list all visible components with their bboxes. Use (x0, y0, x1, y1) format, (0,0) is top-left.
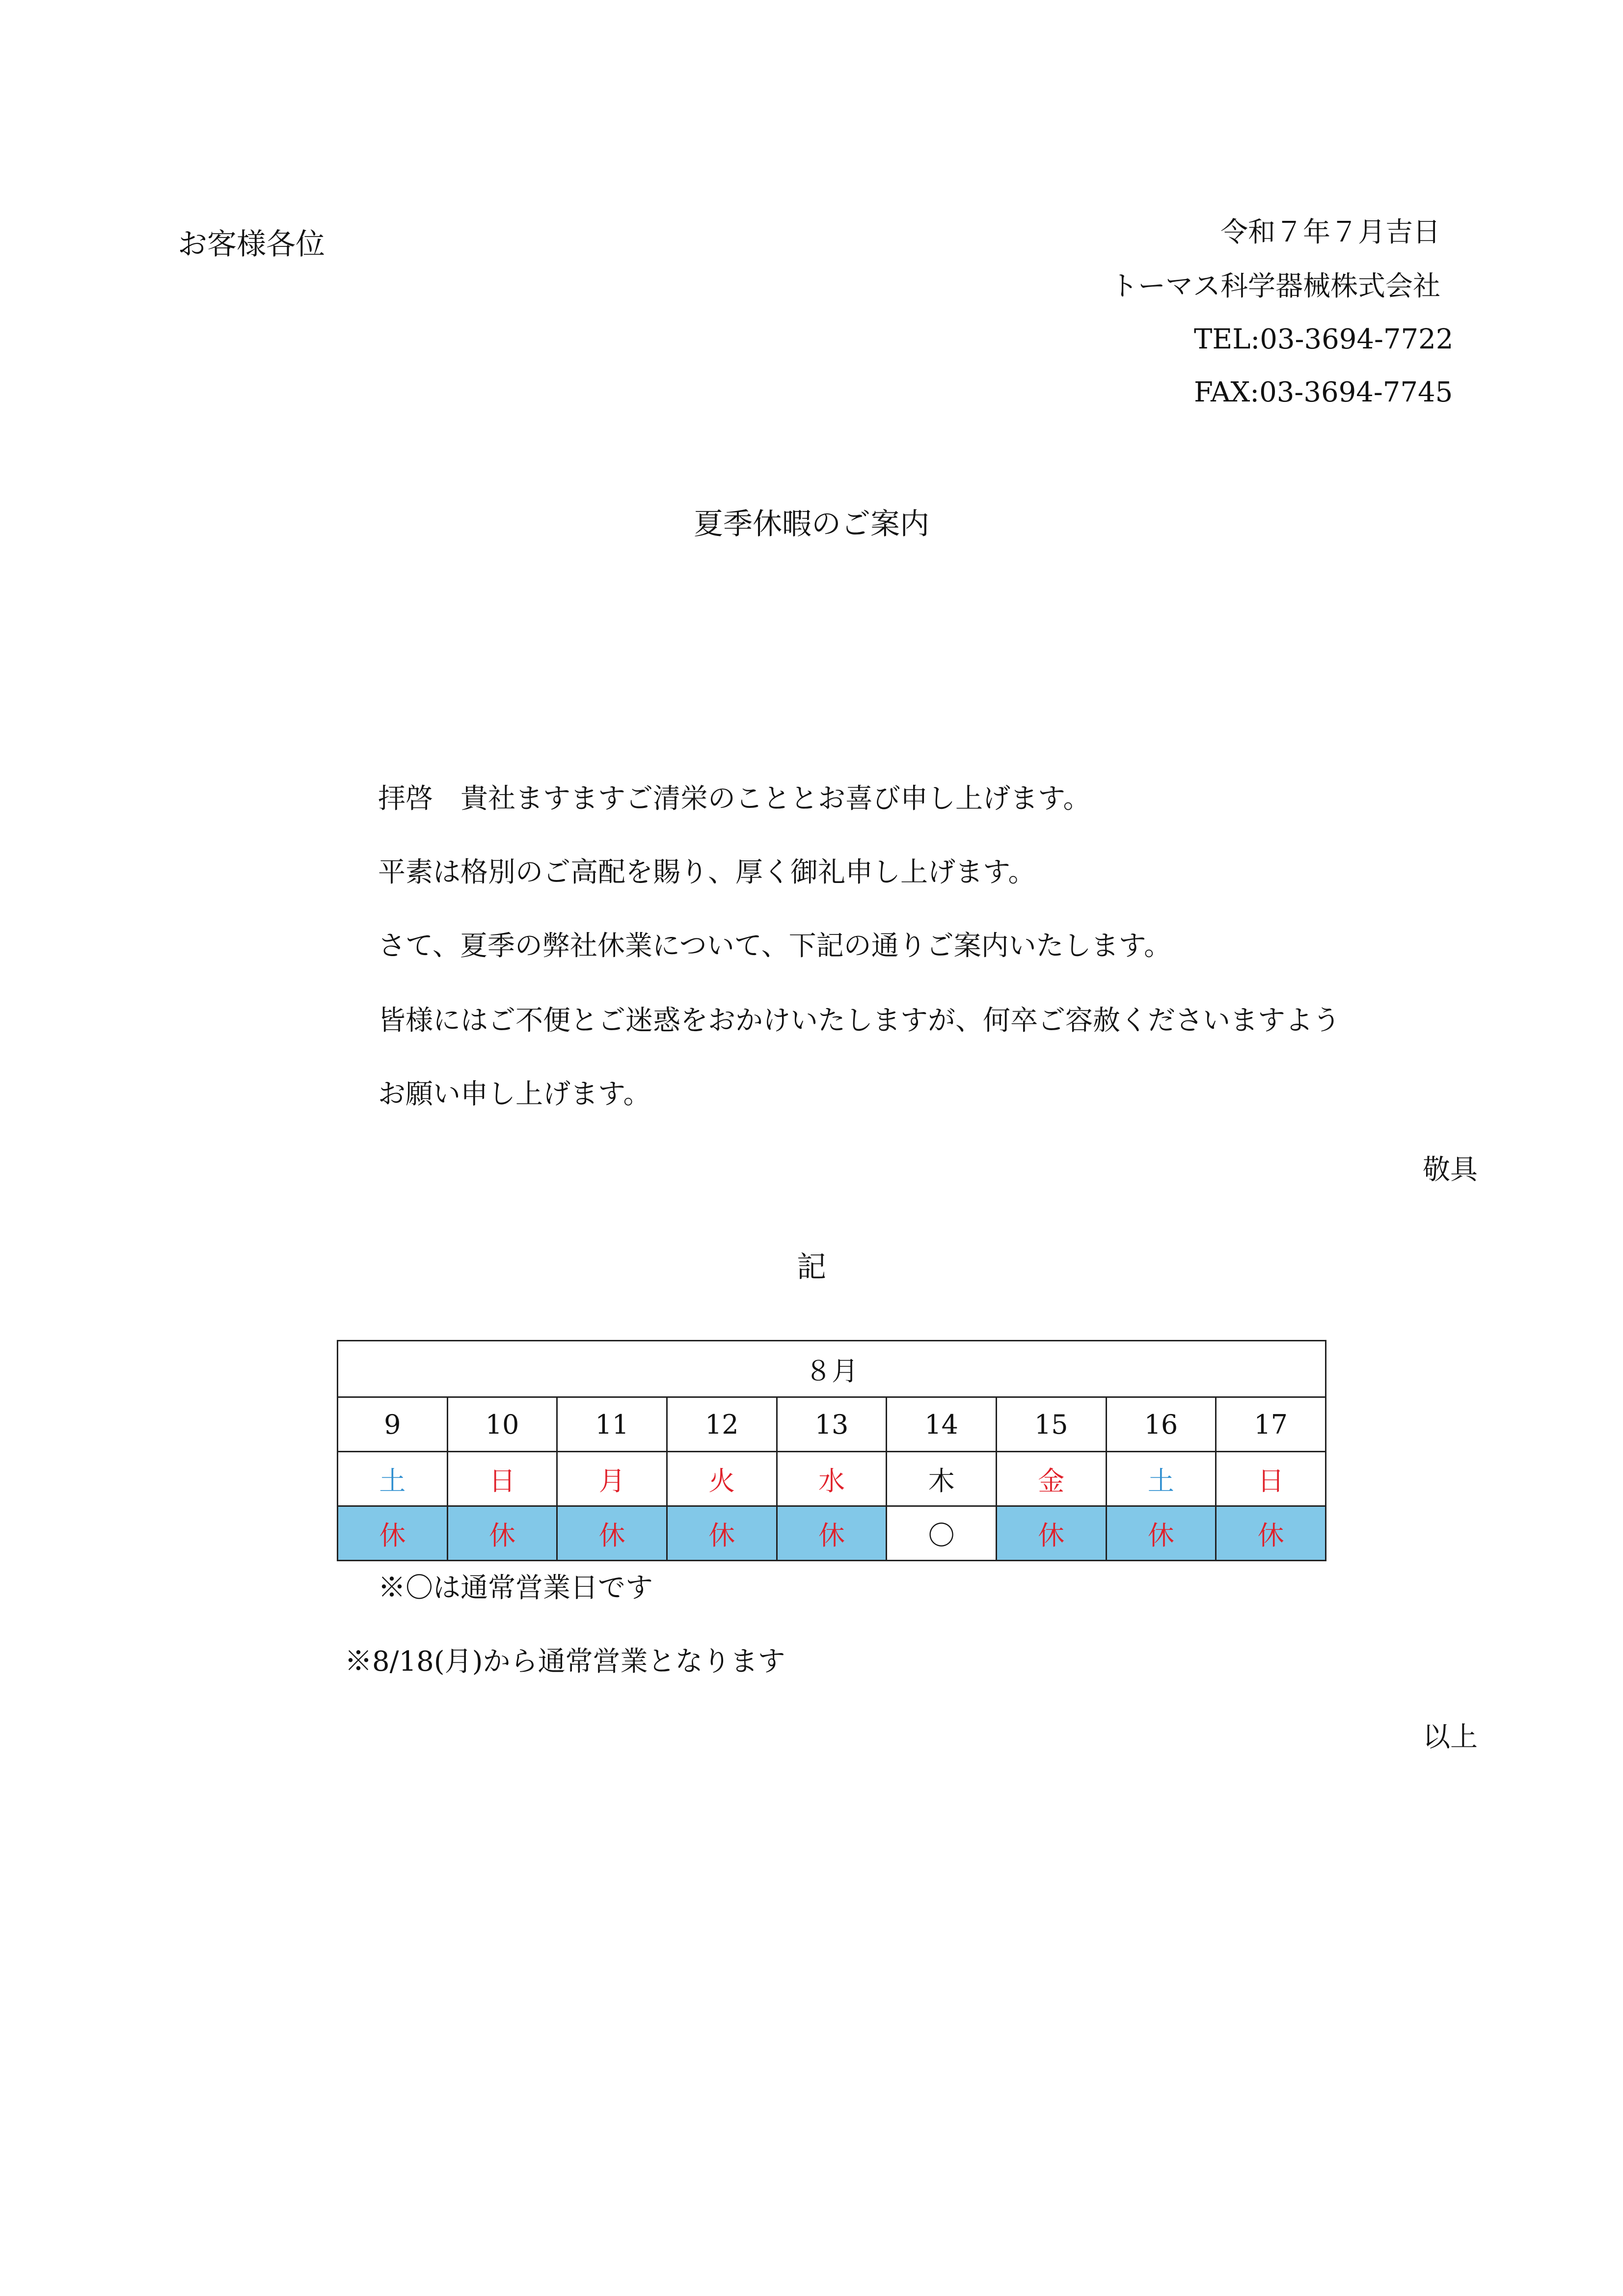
calendar-weekday-cell: 金 (996, 1452, 1106, 1506)
calendar-closed-cell: 休 (1216, 1506, 1326, 1561)
body-line: お願い申し上げます。 (378, 1078, 651, 1110)
calendar-closed-cell: 休 (996, 1506, 1106, 1561)
calendar-date-cell: 17 (1216, 1397, 1326, 1452)
calendar-date-cell: 13 (777, 1397, 887, 1452)
body-line: 拝啓 貴社ますますご清栄のこととお喜び申し上げます。 (378, 783, 1091, 815)
calendar-closed-cell: 休 (557, 1506, 667, 1561)
calendar-closed-cell: 休 (338, 1506, 448, 1561)
body-line: 平素は格別のご高配を賜り、厚く御礼申し上げます。 (378, 856, 1036, 888)
holiday-calendar (337, 1340, 1326, 1561)
calendar-weekday-cell: 日 (447, 1452, 557, 1506)
ki-heading: 記 (797, 1250, 826, 1284)
calendar-date-cell: 10 (447, 1397, 557, 1452)
calendar-weekday-cell: 月 (557, 1452, 667, 1506)
tel-number: TEL:03-3694-7722 (1194, 323, 1454, 355)
calendar-closed-cell: 休 (447, 1506, 557, 1561)
calendar-date-cell: 12 (667, 1397, 777, 1452)
calendar-date-cell: 11 (557, 1397, 667, 1452)
issue-date: 令和７年７月吉日 (1220, 216, 1440, 248)
addressee: お客様各位 (178, 227, 325, 262)
closing-keigu: 敬具 (1423, 1154, 1478, 1186)
calendar-weekdays-row (338, 1452, 1326, 1506)
calendar-dates-row (338, 1397, 1326, 1452)
calendar-date-cell: 16 (1106, 1397, 1216, 1452)
calendar-weekday-cell: 日 (1216, 1452, 1326, 1506)
calendar-weekday-cell: 土 (1106, 1452, 1216, 1506)
calendar-date-cell: 9 (338, 1397, 448, 1452)
fax-number: FAX:03-3694-7745 (1194, 376, 1453, 408)
calendar-date-cell: 14 (887, 1397, 997, 1452)
calendar-status-row (338, 1506, 1326, 1561)
end-ijou: 以上 (1423, 1721, 1478, 1753)
calendar-weekday-cell: 土 (338, 1452, 448, 1506)
calendar-weekday-cell: 木 (887, 1452, 997, 1506)
note-open-day: ※〇は通常営業日です (378, 1572, 653, 1604)
body-line: さて、夏季の弊社休業について、下記の通りご案内いたします。 (378, 930, 1172, 962)
calendar-weekday-cell: 火 (667, 1452, 777, 1506)
company-name: トーマス科学器械株式会社 (1110, 270, 1440, 302)
document-title: 夏季休暇のご案内 (694, 507, 929, 541)
calendar-month: ８月 (338, 1341, 1326, 1397)
body-line: 皆様にはご不便とご迷惑をおかけいたしますが、何卒ご容赦くださいますよう (378, 1005, 1340, 1037)
calendar-weekday-cell: 水 (777, 1452, 887, 1506)
calendar-open-cell: 〇 (887, 1506, 997, 1561)
calendar-closed-cell: 休 (667, 1506, 777, 1561)
note-resume-date: ※8/18(月)から通常営業となります (345, 1646, 785, 1678)
calendar-date-cell: 15 (996, 1397, 1106, 1452)
calendar-month-row (338, 1341, 1326, 1397)
calendar-closed-cell: 休 (1106, 1506, 1216, 1561)
calendar-closed-cell: 休 (777, 1506, 887, 1561)
